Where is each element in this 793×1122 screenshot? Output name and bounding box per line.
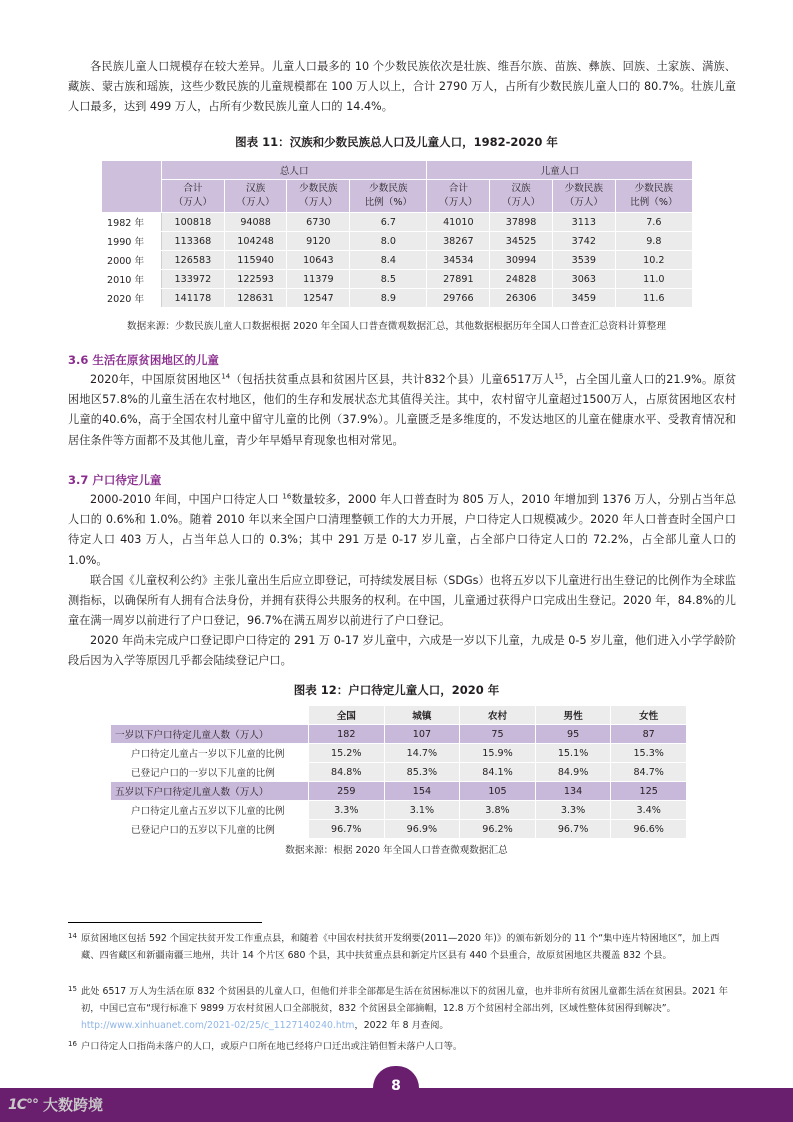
table11-group-header: 总人口 (162, 161, 427, 180)
table-cell: 96.7% (309, 820, 385, 839)
table11-group-header: 儿童人口 (427, 161, 693, 180)
table11-col-header: 汉族 （万人） (224, 180, 287, 213)
table-cell: 38267 (427, 232, 490, 251)
table11-col-header: 少数民族 （万人） (552, 180, 615, 213)
table-cell: 15.9% (460, 744, 536, 763)
table-cell: 75 (460, 725, 536, 744)
footnote-ref-15[interactable]: 15 (554, 372, 564, 381)
section37-paragraph-1: 2000-2010 年间，中国户口待定人口 $^{16}$数量较多，2000 年人口普查时为 805 万人，2010 年增加到 1376 万人，分别占当年总人口的 0.6%和 1.0%。随着 2010 年以来全国户口清理整顿工作的大力开展，户口待定人口规模减少。2020 年人口普查时全国户口待定人口 403 万人，占当年总人口的 0.3%；其中 291 万是 0-17 岁儿童，占全部户口待定人口的 72.2%，占全部儿童人口的 1.0%。 (68, 492, 737, 567)
table-row (111, 782, 687, 801)
table-cell: 128631 (224, 289, 287, 308)
footnote-14 (68, 930, 736, 964)
table-cell: 41010 (427, 213, 490, 232)
table-cell: 8.9 (350, 289, 427, 308)
table11-year: 1982 年 (102, 213, 162, 232)
table-cell: 100818 (162, 213, 225, 232)
table-cell: 27891 (427, 270, 490, 289)
table-cell: 84.8% (309, 763, 385, 782)
table-cell: 84.9% (535, 763, 611, 782)
section-heading-3-6: 3.6 生活在原贫困地区的儿童 (68, 353, 219, 367)
section37-paragraph-2: 联合国《儿童权利公约》主张儿童出生后应立即登记，可持续发展目标（SDGs）也将五岁以下儿童进行出生登记的比例作为全球监测指标，以确保所有人拥有合法身份，并拥有获得公共服务的权利。在中国，儿童通过获得户口完成出生登记。2020 年，84.8%的儿童在满一周岁以前进行了户口登记，96.7%在满五周岁以前进行了户口登记。 (68, 574, 736, 628)
table-cell: 34525 (490, 232, 553, 251)
table-cell: 9120 (287, 232, 350, 251)
table-cell: 15.3% (611, 744, 687, 763)
table-cell: 14.7% (384, 744, 460, 763)
table-cell: 259 (309, 782, 385, 801)
table11-col-header: 汉族 （万人） (490, 180, 553, 213)
table11-col-header: 合计 （万人） (162, 180, 225, 213)
table-cell: 134 (535, 782, 611, 801)
table-cell: 6730 (287, 213, 350, 232)
footnote-ref-16[interactable]: 16 (282, 492, 292, 501)
table12-header-row (111, 706, 687, 725)
table11 (101, 160, 693, 308)
table-cell: 94088 (224, 213, 287, 232)
table-cell: 10643 (287, 251, 350, 270)
table-cell: 3.8% (460, 801, 536, 820)
table-cell: 24828 (490, 270, 553, 289)
table-cell: 84.7% (611, 763, 687, 782)
table-row (111, 763, 687, 782)
table-cell: 95 (535, 725, 611, 744)
table-cell: 126583 (162, 251, 225, 270)
table12-col-header: 农村 (460, 706, 536, 725)
table-cell: 96.7% (535, 820, 611, 839)
table-cell: 3539 (552, 251, 615, 270)
table-cell: 6.7 (350, 213, 427, 232)
table-cell: 3063 (552, 270, 615, 289)
table12-source: 数据来源：根据 2020 年全国人口普查微观数据汇总 (285, 845, 508, 856)
table-row (111, 820, 687, 839)
table-row (102, 213, 693, 232)
footnote-16 (68, 1038, 736, 1055)
table-cell: 11.6 (615, 289, 692, 308)
table-cell: 34534 (427, 251, 490, 270)
watermark-logo-icon: 1C°° (8, 1096, 39, 1113)
table-cell: 154 (384, 782, 460, 801)
table-row (111, 744, 687, 763)
table12-col-header: 城镇 (384, 706, 460, 725)
table11-year: 2010 年 (102, 270, 162, 289)
table-cell: 11379 (287, 270, 350, 289)
table-cell: 87 (611, 725, 687, 744)
footnote-link[interactable]: http://www.xinhuanet.com/2021-02/25/c_1127140240.htm (81, 1020, 355, 1031)
table-cell: 10.2 (615, 251, 692, 270)
table12-col-header: 男性 (535, 706, 611, 725)
table-cell: 3.3% (535, 801, 611, 820)
table-cell: 115940 (224, 251, 287, 270)
table-cell: 15.1% (535, 744, 611, 763)
footnote-text: 此处 6517 万人为生活在原 832 个贫困县的儿童人口，但他们并非全部都是生活在贫困标准以下的贫困儿童，也并非所有贫困儿童都生活在贫困县。2021 年初，中国已宣布“现行标准下 9899 万农村贫困人口全部脱贫，832 个贫困县全部摘帽，12.8 万个贫困村全部出列，区域性整体贫困得到解决”。 (81, 986, 728, 1014)
footnote-divider (68, 922, 262, 923)
table11-source: 数据来源：少数民族儿童人口数据根据 2020 年全国人口普查微观数据汇总，其他数据根据历年全国人口普查汇总资料计算整理 (127, 321, 666, 332)
table-cell: 96.2% (460, 820, 536, 839)
table-cell: 3742 (552, 232, 615, 251)
footnote-text: ，2022 年 8 月查阅。 (354, 1020, 449, 1031)
table-cell: 8.0 (350, 232, 427, 251)
table11-caption: 图表 11：汉族和少数民族总人口及儿童人口，1982-2020 年 (235, 135, 558, 149)
table12-row-label: 一岁以下户口待定儿童人数（万人） (111, 725, 309, 744)
table-cell: 84.1% (460, 763, 536, 782)
section36-paragraph: 2020年，中国原贫困地区$^{14}$（包括扶贫重点县和贫困片区县，共计832个县）儿童6517万人$^{15}$，占全国儿童人口的21.9%。原贫困地区57.8%的儿童生活在农村地区，他们的生存和发展状态尤其值得关注。其中，农村留守儿童超过1500万人，占原贫困地区农村儿童的40.6%，高于全国农村儿童中留守儿童的比例（37.9%）。儿童匮乏是多维度的，不发达地区的儿童在健康水平、受教育情况和居住条件等方面都不及其他儿童，青少年早婚早育现象也相对常见。 (68, 372, 737, 447)
table11-year: 2020 年 (102, 289, 162, 308)
table-cell: 30994 (490, 251, 553, 270)
table-cell: 9.8 (615, 232, 692, 251)
footnote-text: 户口待定人口指尚未落户的人口，或原户口所在地已经将户口迁出或注销但暂未落户人口等。 (81, 1041, 463, 1052)
intro-paragraph: 各民族儿童人口规模存在较大差异。儿童人口最多的 10 个少数民族依次是壮族、维吾尔族、苗族、彝族、回族、土家族、满族、藏族、蒙古族和瑶族，这些少数民族的儿童规模都在 100 万人以上，合计 2790 万人，占所有少数民族儿童人口的 80.7%。壮族儿童人口最多，达到 499 万人，占所有少数民族儿童人口的 14.4%。 (68, 60, 736, 114)
table12-caption: 图表 12：户口待定儿童人口，2020 年 (293, 683, 500, 697)
footnote-number: 14 (68, 932, 77, 940)
table-row (102, 289, 693, 308)
table12-row-label: 五岁以下户口待定儿童人数（万人） (111, 782, 309, 801)
table-cell: 3113 (552, 213, 615, 232)
table-cell: 3.1% (384, 801, 460, 820)
table12 (110, 705, 687, 839)
table-cell: 125 (611, 782, 687, 801)
table12-corner-cell (111, 706, 309, 725)
watermark-text: 大数跨境 (43, 1096, 104, 1114)
table-cell: 85.3% (384, 763, 460, 782)
table-cell: 8.4 (350, 251, 427, 270)
footnote-ref-14[interactable]: 14 (221, 372, 231, 381)
table12-row-label: 已登记户口的一岁以下儿童的比例 (111, 763, 309, 782)
table-row (102, 232, 693, 251)
table12-col-header: 全国 (309, 706, 385, 725)
footnote-text: 原贫困地区包括 592 个国定扶贫开发工作重点县，和随着《中国农村扶贫开发纲要(2011—2020 年)》的颁布新划分的 11 个“集中连片特困地区”，加上西藏、四省藏区和新疆南疆三地州，共计 14 个片区 680 个县，其中扶贫重点县和新定片区县有 440 个县重合，故原贫困地区共覆盖 832 个县。 (81, 933, 720, 961)
table-cell: 104248 (224, 232, 287, 251)
table12-row-label: 户口待定儿童占五岁以下儿童的比例 (111, 801, 309, 820)
table-cell: 29766 (427, 289, 490, 308)
table-row (111, 725, 687, 744)
table-cell: 122593 (224, 270, 287, 289)
table-row (111, 801, 687, 820)
footnote-number: 15 (68, 985, 77, 993)
table-cell: 107 (384, 725, 460, 744)
table12-row-label: 已登记户口的五岁以下儿童的比例 (111, 820, 309, 839)
table11-col-header-row (102, 180, 693, 213)
table11-year: 1990 年 (102, 232, 162, 251)
table-cell: 182 (309, 725, 385, 744)
table11-col-header: 合计 （万人） (427, 180, 490, 213)
table11-corner-cell (102, 161, 162, 213)
table12-row-label: 户口待定儿童占一岁以下儿童的比例 (111, 744, 309, 763)
table11-col-header: 少数民族 比例（%） (615, 180, 692, 213)
table-row (102, 270, 693, 289)
page-number: 8 (373, 1066, 419, 1106)
watermark (8, 1094, 103, 1115)
table11-col-header: 少数民族 （万人） (287, 180, 350, 213)
table11-col-header: 少数民族 比例（%） (350, 180, 427, 213)
footnote-number: 16 (68, 1040, 77, 1048)
table-row (102, 251, 693, 270)
table-cell: 11.0 (615, 270, 692, 289)
section-heading-3-7: 3.7 户口待定儿童 (68, 473, 162, 487)
table-cell: 8.5 (350, 270, 427, 289)
table-cell: 113368 (162, 232, 225, 251)
table-cell: 96.6% (611, 820, 687, 839)
section37-paragraph-3: 2020 年尚未完成户口登记即户口待定的 291 万 0-17 岁儿童中，六成是一岁以下儿童，九成是 0-5 岁儿童，他们进入小学学龄阶段后因为入学等原因几乎都会陆续登记户口。 (68, 634, 736, 668)
table-cell: 15.2% (309, 744, 385, 763)
table-cell: 3459 (552, 289, 615, 308)
table-cell: 105 (460, 782, 536, 801)
table-cell: 3.3% (309, 801, 385, 820)
table11-group-header-row (102, 161, 693, 180)
table-cell: 12547 (287, 289, 350, 308)
table-cell: 141178 (162, 289, 225, 308)
footnote-15 (68, 983, 736, 1034)
table-cell: 133972 (162, 270, 225, 289)
table-cell: 3.4% (611, 801, 687, 820)
table-cell: 7.6 (615, 213, 692, 232)
table11-year: 2000 年 (102, 251, 162, 270)
table-cell: 96.9% (384, 820, 460, 839)
table-cell: 26306 (490, 289, 553, 308)
table-cell: 37898 (490, 213, 553, 232)
table12-col-header: 女性 (611, 706, 687, 725)
